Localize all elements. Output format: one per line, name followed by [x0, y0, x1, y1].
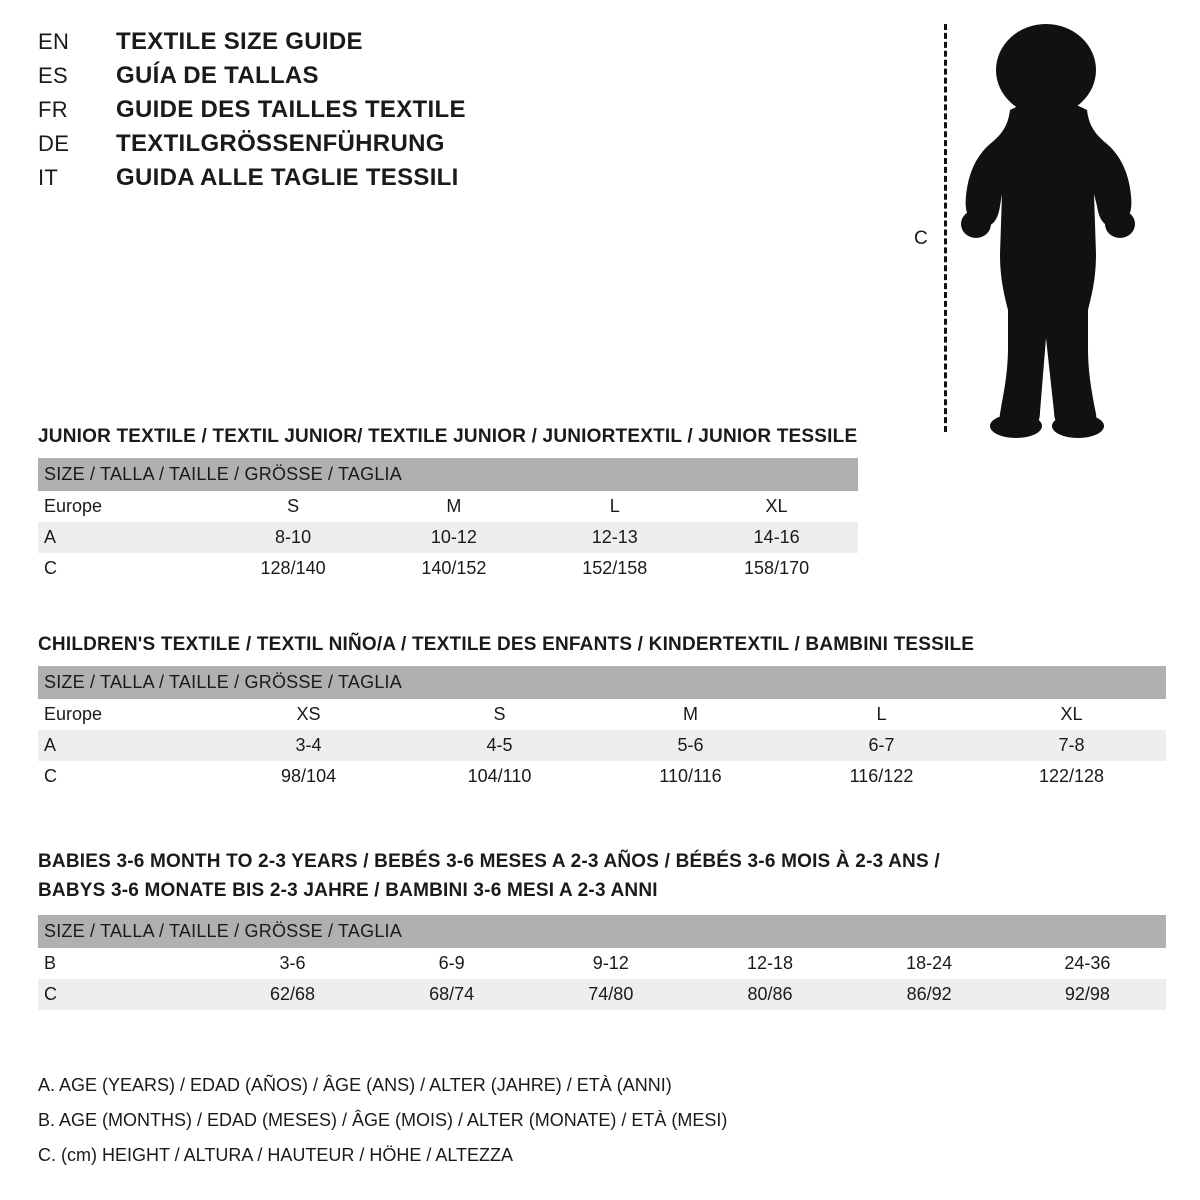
size-table-babies [38, 915, 1166, 1010]
table-row [38, 948, 1166, 979]
cell: 68/74 [372, 979, 531, 1010]
row-label: B [38, 948, 213, 979]
language-title: GUIDA ALLE TAGLIE TESSILI [116, 164, 459, 191]
cell: 6-9 [372, 948, 531, 979]
cell: 92/98 [1009, 979, 1166, 1010]
language-code: ES [38, 63, 68, 88]
cell: 6-7 [786, 730, 977, 761]
table-row [38, 979, 1166, 1010]
table-row [38, 491, 858, 522]
cell: 80/86 [690, 979, 849, 1010]
cell: 8-10 [213, 522, 374, 553]
row-label: Europe [38, 491, 213, 522]
cell: L [786, 699, 977, 730]
section-title: JUNIOR TEXTILE / TEXTIL JUNIOR/ TEXTILE JUNIOR / JUNIORTEXTIL / JUNIOR TESSILE [38, 426, 858, 447]
language-row [38, 130, 598, 158]
cell: 62/68 [213, 979, 372, 1010]
cell: XL [695, 491, 858, 522]
cell: 12-13 [534, 522, 695, 553]
language-row [38, 28, 598, 56]
table-band-row [38, 458, 858, 491]
row-label: C [38, 761, 213, 792]
cell: 122/128 [977, 761, 1166, 792]
section-title: BABIES 3-6 MONTH TO 2-3 YEARS / BEBÉS 3-6 MESES A 2-3 AÑOS / BÉBÉS 3-6 MOIS À 2-3 ANS / BABYS 3-6 MONATE BIS 2-3 JAHRE / BAMBINI 3-6 MESI A 2-3 ANNI [38, 851, 940, 901]
cell: 140/152 [373, 553, 534, 584]
language-row [38, 164, 598, 192]
table-row [38, 730, 1166, 761]
legend-line-b: B. AGE (MONTHS) / EDAD (MESES) / ÂGE (MOIS) / ALTER (MONATE) / ETÀ (MESI) [38, 1110, 728, 1131]
cell: 86/92 [850, 979, 1009, 1010]
row-label: C [38, 553, 213, 584]
cell: 24-36 [1009, 948, 1166, 979]
cell: M [595, 699, 786, 730]
cell: 7-8 [977, 730, 1166, 761]
cell: 128/140 [213, 553, 374, 584]
child-silhouette-icon [950, 18, 1150, 438]
language-code: DE [38, 131, 70, 156]
cell: 104/110 [404, 761, 595, 792]
cell: 3-4 [213, 730, 404, 761]
size-table-junior [38, 458, 858, 584]
language-code: IT [38, 165, 59, 190]
measurement-label-c: C [914, 228, 928, 249]
language-row [38, 62, 598, 90]
cell: 74/80 [531, 979, 690, 1010]
cell: 152/158 [534, 553, 695, 584]
cell: L [534, 491, 695, 522]
language-title: GUIDE DES TAILLES TEXTILE [116, 96, 466, 123]
language-title: GUÍA DE TALLAS [116, 62, 319, 89]
legend-line-c: C. (cm) HEIGHT / ALTURA / HAUTEUR / HÖHE / ALTEZZA [38, 1145, 514, 1166]
cell: S [213, 491, 374, 522]
language-code: EN [38, 29, 70, 54]
language-code: FR [38, 97, 68, 122]
band-label: SIZE / TALLA / TAILLE / GRÖSSE / TAGLIA [38, 458, 858, 491]
legend-line-a: A. AGE (YEARS) / EDAD (AÑOS) / ÂGE (ANS) / ALTER (JAHRE) / ETÀ (ANNI) [38, 1075, 672, 1095]
table-row [38, 522, 858, 553]
cell: 110/116 [595, 761, 786, 792]
cell: XS [213, 699, 404, 730]
cell: 4-5 [404, 730, 595, 761]
cell: 14-16 [695, 522, 858, 553]
row-label: Europe [38, 699, 213, 730]
language-row [38, 96, 598, 124]
legend-block [38, 1068, 727, 1173]
row-label: C [38, 979, 213, 1010]
language-title-block [38, 28, 598, 198]
cell: 12-18 [690, 948, 849, 979]
row-label: A [38, 730, 213, 761]
cell: 10-12 [373, 522, 534, 553]
cell: 158/170 [695, 553, 858, 584]
cell: 3-6 [213, 948, 372, 979]
section-childrens-textile [38, 634, 1166, 792]
table-row [38, 699, 1166, 730]
cell: XL [977, 699, 1166, 730]
section-babies-textile [38, 848, 1166, 1010]
cell: 18-24 [850, 948, 1009, 979]
cell: 9-12 [531, 948, 690, 979]
cell: 116/122 [786, 761, 977, 792]
section-junior-textile [38, 426, 1166, 584]
language-title: TEXTILGRÖSSENFÜHRUNG [116, 130, 445, 157]
row-label: A [38, 522, 213, 553]
cell: 98/104 [213, 761, 404, 792]
band-label: SIZE / TALLA / TAILLE / GRÖSSE / TAGLIA [38, 915, 1166, 948]
table-band-row [38, 666, 1166, 699]
table-band-row [38, 915, 1166, 948]
cell: 5-6 [595, 730, 786, 761]
table-row [38, 553, 858, 584]
section-title: CHILDREN'S TEXTILE / TEXTIL NIÑO/A / TEXTILE DES ENFANTS / KINDERTEXTIL / BAMBINI TESSILE [38, 634, 975, 655]
cell: M [373, 491, 534, 522]
band-label: SIZE / TALLA / TAILLE / GRÖSSE / TAGLIA [38, 666, 1166, 699]
language-title: TEXTILE SIZE GUIDE [116, 28, 363, 55]
height-dashed-line [944, 24, 947, 432]
measurement-figure [900, 10, 1180, 430]
table-row [38, 761, 1166, 792]
size-table-children [38, 666, 1166, 792]
cell: S [404, 699, 595, 730]
